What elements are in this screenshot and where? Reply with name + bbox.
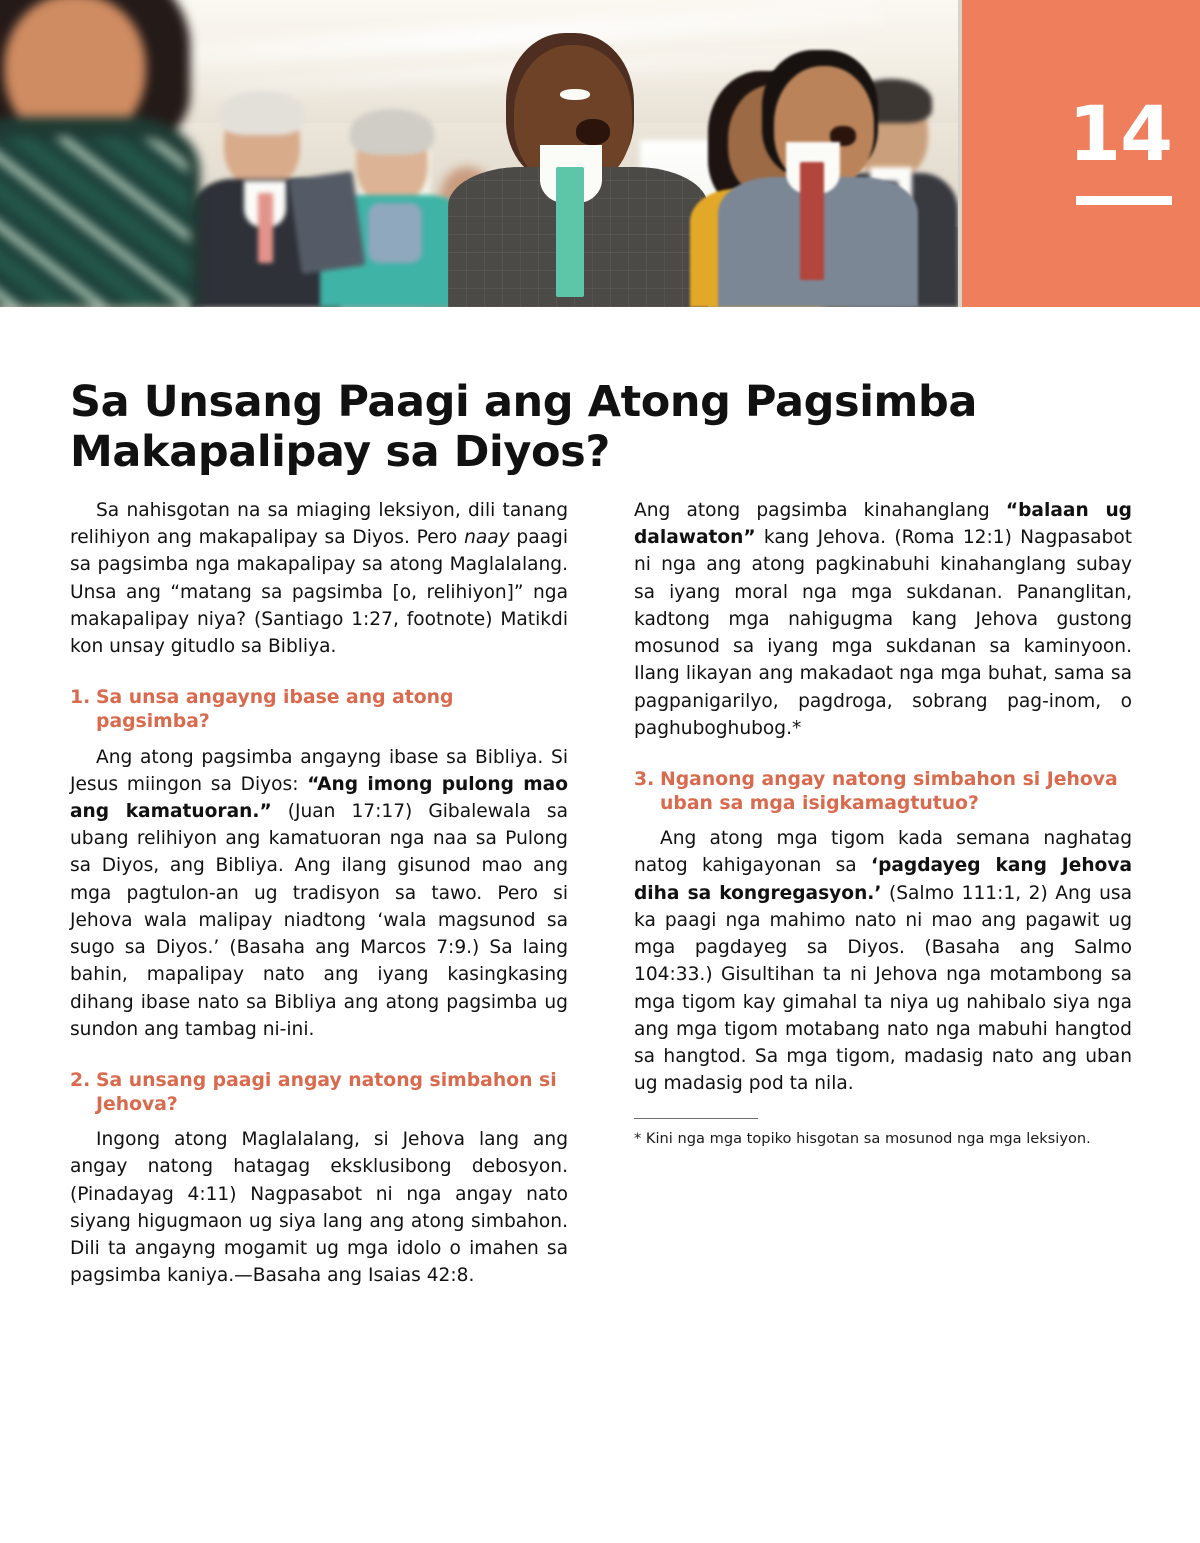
lesson-number: 14	[1068, 89, 1172, 178]
answer1-part2: (Juan 17:17) Gibalewala sa ubang relihiyon ang kamatuoran nga naa sa Pulong sa Diyos, ang Bibliya. Ang ilang gisunod mao ang mga pagtulon-an ug tradisyon sa tawo. Pero si Jehova wala malipay niadtong ‘wala magsunod sa sugo sa Diyos.’ (Basaha ang Marcos 7:9.) Sa laing bahin, mapalipay nato ang iyang kasingkasing dihang ibase nato sa Bibliya ang atong pagsimba ug sundon ang tambag ni-ini.	[70, 800, 568, 1040]
page-title: Sa Unsang Paagi ang Atong Pagsimba Makapalipay sa Diyos?	[70, 376, 977, 478]
photo-person-main-singer	[448, 27, 708, 307]
answer3-part2: (Salmo 111:1, 2) Ang usa ka paagi nga mahimo nato ni mao ang pagawit ug mga pagdayeg sa Diyos. (Basaha ang Salmo 104:33.) Gisultihan ta ni Jehova nga motambong sa mga tigom kay gimahal ta niya ug nahibalo siya nga ang mga tigom motabang nato nga mabuhi hangtod sa hangtod. Sa mga tigom, madasig nato ang uban ug madasig pod ta nila.	[634, 882, 1132, 1095]
question-number-2: 2.	[70, 1070, 91, 1092]
intro-italic: naay	[464, 527, 510, 549]
right-intro-paragraph	[634, 497, 1132, 742]
answer1-bold1: “Ang imong pulong mao ang kamatuoran.”	[70, 773, 569, 822]
footnote-body: Kini nga mga topiko hisgotan sa mosunod nga mga leksiyon.	[641, 1129, 1091, 1147]
lesson-number-badge	[962, 0, 1200, 307]
answer3-bold1: ‘pagdayeg kang Jehova diha sa kongregasyon.’	[634, 855, 1132, 904]
photo-tablet	[289, 171, 366, 274]
hero-band	[0, 0, 1200, 307]
lesson-number-underline	[1076, 196, 1172, 205]
question-text-1: Sa unsa angayng ibase ang atong pagsimba?	[96, 687, 454, 733]
answer3-part1: Ang atong mga tigom kada semana naghatag natog kahigayonan sa	[634, 828, 1132, 877]
left-column	[70, 497, 568, 1290]
congregation-singing-photo	[0, 0, 958, 307]
photo-person-foreground-left	[0, 0, 210, 307]
question-heading-1	[70, 686, 568, 734]
intro-part2: paagi sa pagsimba nga makapalipay sa atong Maglalalang. Unsa ang “matang sa pagsimba [o, relihiyon]” nga makapalipay niya? (Santiago 1:27, footnote) Matikdi kon unsay gitudlo sa Bibliya.	[70, 527, 568, 658]
photo-person-second-singer	[718, 32, 918, 307]
question-number-3: 3.	[634, 769, 655, 791]
footnote-divider	[634, 1118, 758, 1119]
right-column	[634, 497, 1132, 1149]
question-heading-2	[70, 1069, 568, 1117]
question-number-1: 1.	[70, 687, 91, 709]
question-text-2: Sa unsang paagi angay natong simbahon si Jehova?	[96, 1070, 557, 1116]
intro-part1: Sa nahisgotan na sa miaging leksiyon, dili tanang relihiyon ang makapalipay sa Diyos. Pero	[70, 500, 568, 549]
footnote-text	[634, 1129, 1132, 1150]
question-heading-3	[634, 768, 1132, 816]
footnote-marker: *	[634, 1129, 642, 1147]
question-text-3: Nganong angay natong simbahon si Jehova uban sa mga isigkamagtutuo?	[660, 769, 1118, 815]
footnote-section	[634, 1118, 1132, 1150]
answer-paragraph-2: Ingong atong Maglalalang, si Jehova lang ang angay natong hatagag eksklusibong debosyon. (Pinadayag 4:11) Nagpasabot ni nga angay nato siyang higugmaon ug siya lang ang atong simbahon. Dili ta angayng mogamit ug mga idolo o imahen sa pagsimba kaniya.—Basaha ang Isaias 42:8.	[70, 1129, 568, 1287]
answer1-part1: Ang atong pagsimba angayng ibase sa Bibliya. Si Jesus miingon sa Diyos:	[70, 746, 568, 795]
right-intro-bold1: “balaan ug dalawaton”	[634, 500, 1132, 549]
answer-paragraph-1	[70, 744, 568, 1044]
right-intro-part2: kang Jehova. (Roma 12:1) Nagpasabot ni nga ang atong pagkinabuhi kinahanglang subay sa iyang moral nga mga sukdanan. Pananglitan, kadtong mga nahigugma kang Jehova gustong mosunod sa iyang mga sukdanan sa kaminyoon. Ilang likayan ang makadaot nga mga buhat, sama sa pagpanigarilyo, pagdroga, sobrang pag-inom, o paghuboghubog.*	[634, 527, 1132, 739]
right-intro-part1: Ang atong pagsimba kinahanglang	[634, 500, 1006, 521]
intro-paragraph	[70, 497, 568, 660]
answer-paragraph-3	[634, 825, 1132, 1097]
